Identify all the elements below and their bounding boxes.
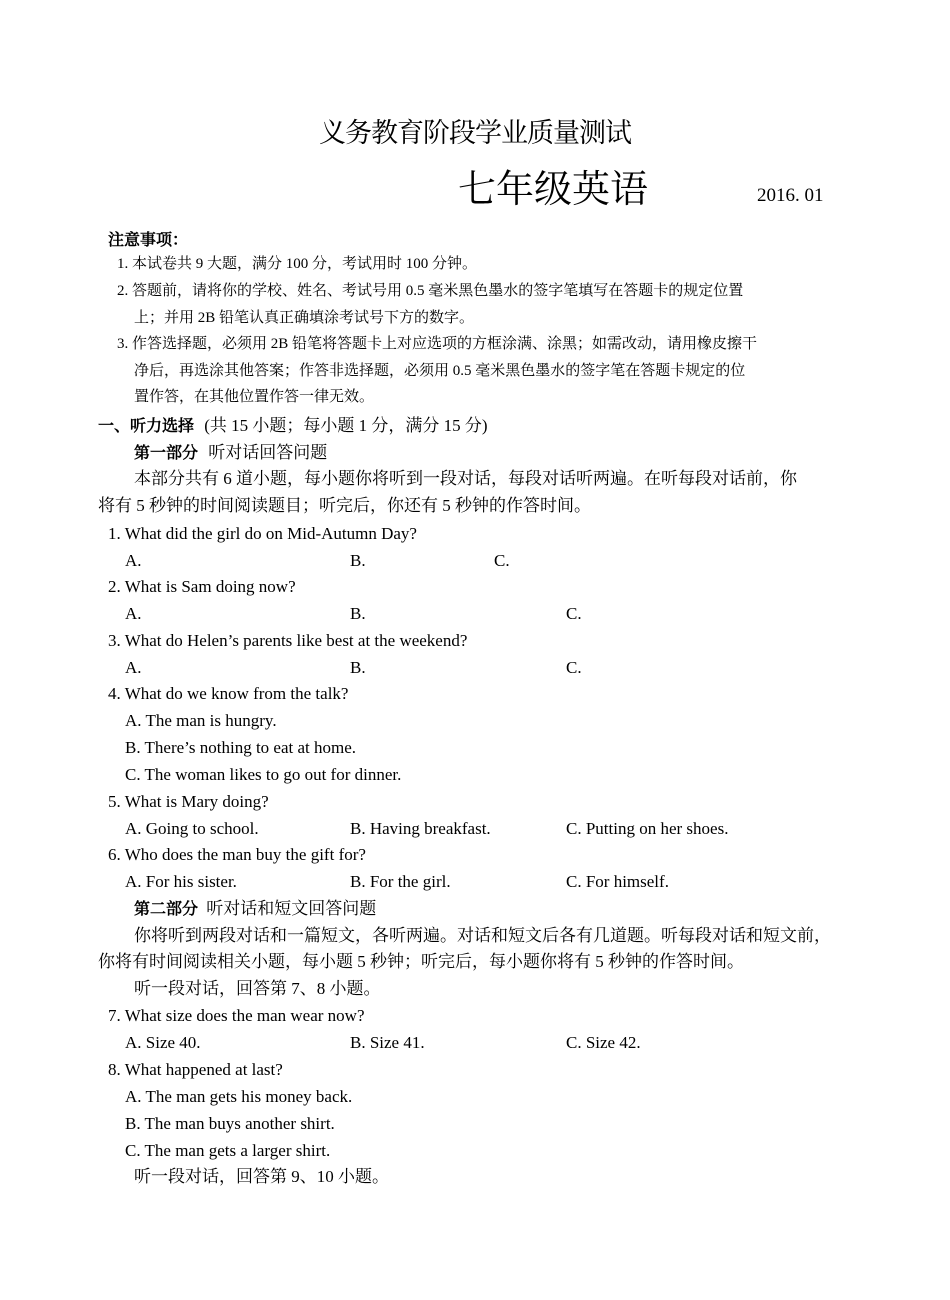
q1-option-c: C. (494, 551, 510, 570)
q7-option-b: B. Size 41. (350, 1033, 425, 1052)
exam-title: 义务教育阶段学业质量测试 (319, 118, 631, 149)
q4-option-b: B. There’s nothing to eat at home. (125, 738, 357, 757)
notice-item-2b: 上；并用 2B 铅笔认真正确填涂考试号下方的数字。 (134, 310, 475, 326)
part-2-desc-a: 你将听到两段对话和一篇短文，各听两遍。对话和短文后各有几道题。听每段对话和短文前， (134, 926, 831, 945)
question-8: 8. What happened at last? (108, 1060, 283, 1079)
question-3: 3. What do Helen’s parents like best at the weekend? (108, 631, 468, 650)
q5-option-a: A. Going to school. (125, 819, 259, 838)
question-4: 4. What do we know from the talk? (108, 684, 349, 703)
q4-option-c: C. The woman likes to go out for dinner. (125, 765, 402, 784)
q2-option-b: B. (350, 604, 366, 623)
q7-option-a: A. Size 40. (125, 1033, 201, 1052)
exam-date: 2016. 01 (757, 185, 824, 206)
part-1-desc-b: 将有 5 秒钟的时间阅读题目；听完后，你还有 5 秒钟的作答时间。 (98, 496, 591, 515)
q5-option-c: C. Putting on her shoes. (566, 819, 729, 838)
notice-item-3c: 置作答，在其他位置作答一律无效。 (134, 389, 375, 405)
q8-option-b: B. The man buys another shirt. (125, 1114, 335, 1133)
part-2-desc-b: 你将有时间阅读相关小题，每小题 5 秒钟；听完后，每小题你将有 5 秒钟的作答时间。 (98, 952, 744, 971)
q6-option-c: C. For himself. (566, 872, 669, 891)
notice-item-3b: 净后，再选涂其他答案；作答非选择题，必须用 0.5 毫米黑色墨水的签字笔在答题卡规定的位 (134, 363, 746, 379)
question-2: 2. What is Sam doing now? (108, 577, 296, 596)
q3-option-c: C. (566, 658, 582, 677)
dialog-2-instruction: 听一段对话，回答第 9、10 小题。 (134, 1167, 389, 1186)
question-5: 5. What is Mary doing? (108, 792, 269, 811)
q1-option-b: B. (350, 551, 366, 570)
part-1-heading-row (134, 444, 327, 461)
notice-item-1: 1. 本试卷共 9 大题，满分 100 分，考试用时 100 分钟。 (117, 256, 478, 272)
subject-title: 七年级英语 (458, 167, 649, 211)
dialog-1-instruction: 听一段对话，回答第 7、8 小题。 (134, 979, 381, 998)
q4-option-a: A. The man is hungry. (125, 711, 277, 730)
section-1-note: (共 15 小题；每小题 1 分，满分 15 分) (204, 416, 488, 435)
section-1-heading: 一、听力选择 (98, 416, 195, 435)
q7-option-c: C. Size 42. (566, 1033, 641, 1052)
q6-option-b: B. For the girl. (350, 872, 451, 891)
q8-option-a: A. The man gets his money back. (125, 1087, 353, 1106)
q1-option-a: A. (125, 551, 142, 570)
notice-item-3a: 3. 作答选择题，必须用 2B 铅笔将答题卡上对应选项的方框涂满、涂黑；如需改动，请用橡皮擦干 (117, 336, 758, 352)
part-2-label: 第二部分 (134, 899, 199, 918)
question-7: 7. What size does the man wear now? (108, 1006, 365, 1025)
notice-item-2a: 2. 答题前，请将你的学校、姓名、考试号用 0.5 毫米黑色墨水的签字笔填写在答题卡的规定位置 (117, 283, 744, 299)
part-1-label: 第一部分 (134, 443, 199, 462)
question-1: 1. What did the girl do on Mid-Autumn Day? (108, 524, 417, 543)
q3-option-a: A. (125, 658, 142, 677)
part-2-heading-row (134, 900, 376, 917)
q5-option-b: B. Having breakfast. (350, 819, 491, 838)
question-6: 6. Who does the man buy the gift for? (108, 845, 366, 864)
q8-option-c: C. The man gets a larger shirt. (125, 1141, 331, 1160)
part-1-desc-a: 本部分共有 6 道小题，每小题你将听到一段对话，每段对话听两遍。在听每段对话前，你 (134, 469, 797, 488)
part-2-title: 听对话和短文回答问题 (206, 899, 377, 918)
q6-option-a: A. For his sister. (125, 872, 237, 891)
section-1-heading-row (98, 417, 488, 434)
notice-heading: 注意事项： (108, 230, 189, 249)
part-1-title: 听对话回答问题 (208, 443, 328, 462)
q3-option-b: B. (350, 658, 366, 677)
q2-option-c: C. (566, 604, 582, 623)
q2-option-a: A. (125, 604, 142, 623)
